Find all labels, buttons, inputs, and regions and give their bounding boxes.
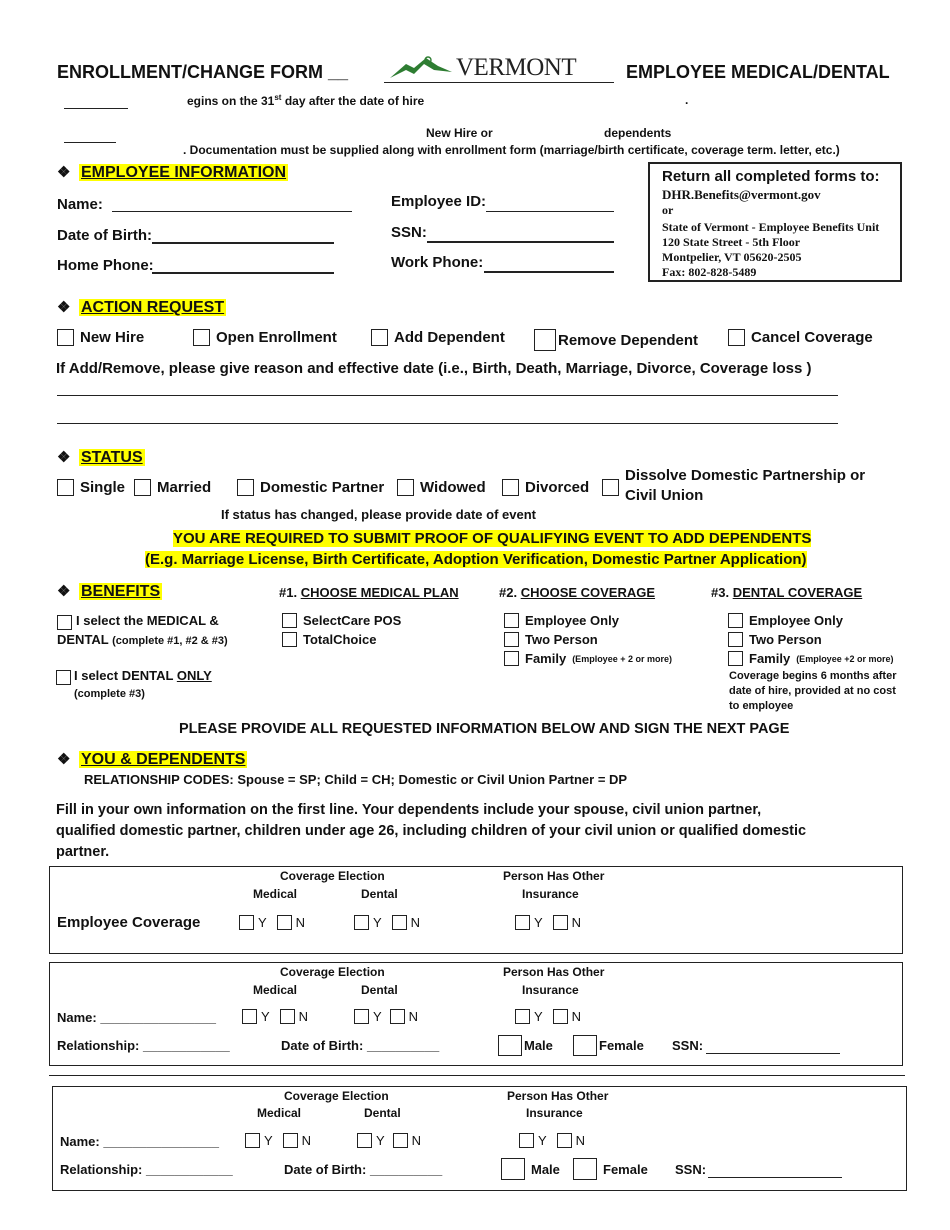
dental-coverage-header: #3. DENTAL COVERAGE	[711, 585, 863, 600]
add-dependent-checkbox[interactable]	[371, 329, 388, 346]
employee-only-option[interactable]: Employee Only	[504, 613, 619, 628]
add-dependent-option[interactable]: Add Dependent	[371, 329, 505, 346]
remove-dependent-option[interactable]: Remove Dependent	[534, 329, 698, 351]
domestic-partner-checkbox[interactable]	[237, 479, 254, 496]
dependents-note: dependents	[604, 126, 672, 140]
dependent-1-medical-yn[interactable]: Y N	[242, 1009, 308, 1024]
dep1-medical-no-checkbox[interactable]	[280, 1009, 295, 1024]
status-changed-note: If status has changed, please provide date of event	[221, 507, 536, 522]
medical-dental-checkbox[interactable]	[57, 615, 72, 630]
employee-dental-yn[interactable]: Y N	[354, 915, 420, 930]
employee-dental-yes-checkbox[interactable]	[354, 915, 369, 930]
home-phone-label: Home Phone:	[57, 257, 154, 274]
medical-col-label: Medical	[257, 1106, 302, 1120]
employee-medical-yn[interactable]: Y N	[239, 915, 305, 930]
dependent-2-female[interactable]: Female	[573, 1158, 648, 1180]
home-phone-field[interactable]	[152, 272, 334, 274]
dependent-2-relationship[interactable]: Relationship: ____________	[60, 1162, 233, 1177]
dental-employee-only-option[interactable]: Employee Only	[728, 613, 843, 628]
dental-employee-only-checkbox[interactable]	[728, 613, 743, 628]
single-checkbox[interactable]	[57, 479, 74, 496]
dissolve-label: Dissolve Domestic Partnership or Civil Union	[625, 467, 866, 504]
dependent-1-name[interactable]: Name: ________________	[57, 1010, 217, 1025]
proof-required-notice: YOU ARE REQUIRED TO SUBMIT PROOF OF QUALIFYING EVENT TO ADD DEPENDENTS	[173, 530, 812, 547]
dependent-1-relationship[interactable]: Relationship: ____________	[57, 1038, 230, 1053]
dep2-dental-no-checkbox[interactable]	[393, 1133, 408, 1148]
divorced-checkbox[interactable]	[502, 479, 519, 496]
other-insurance-label-2: Insurance	[522, 983, 579, 997]
form-subtitle: EMPLOYEE MEDICAL/DENTAL	[626, 62, 890, 82]
single-option[interactable]: Single	[57, 479, 125, 496]
medical-col-label: Medical	[253, 887, 298, 901]
family-checkbox[interactable]	[504, 651, 519, 666]
dependent-2-other-ins-yn[interactable]: Y N	[519, 1133, 585, 1148]
employee-coverage-box	[49, 866, 903, 954]
dob-field[interactable]	[152, 242, 334, 244]
new-hire-note: New Hire or	[426, 126, 493, 140]
employee-coverage-label: Employee Coverage	[57, 914, 201, 931]
dependent-1-female[interactable]: Female	[573, 1035, 644, 1056]
dep2-other-no-checkbox[interactable]	[557, 1133, 572, 1148]
coverage-header: #2. CHOOSE COVERAGE	[499, 585, 656, 600]
dental-two-person-checkbox[interactable]	[728, 632, 743, 647]
dental-family-checkbox[interactable]	[728, 651, 743, 666]
dental-coverage-note: Coverage begins 6 months after date of hire, provided at no cost to employee	[729, 670, 897, 712]
dependent-2-male[interactable]: Male	[501, 1158, 560, 1180]
work-phone-label: Work Phone:	[391, 254, 484, 271]
dependent-1-male[interactable]: Male	[498, 1035, 553, 1056]
vermont-logo	[388, 54, 576, 80]
employee-other-yes-checkbox[interactable]	[515, 915, 530, 930]
divorced-option[interactable]: Divorced	[502, 479, 589, 496]
mountain-logo-icon	[388, 54, 454, 80]
dep2-dental-yes-checkbox[interactable]	[357, 1133, 372, 1148]
documentation-note: . Documentation must be supplied along with enrollment form (marriage/birth certificate, coverage term. letter, etc.)	[183, 143, 840, 157]
dependent-1-dob[interactable]: Date of Birth: __________	[281, 1038, 440, 1053]
dependent-2-ssn-field[interactable]	[708, 1177, 842, 1178]
ssn-label: SSN:	[391, 224, 427, 241]
dependent-1-dental-yn[interactable]: Y N	[354, 1009, 418, 1024]
coverage-election-label: Coverage Election	[280, 869, 385, 883]
other-insurance-label: Person Has Other	[503, 869, 605, 883]
domestic-partner-option[interactable]: Domestic Partner	[237, 479, 384, 496]
cancel-coverage-checkbox[interactable]	[728, 329, 745, 346]
family-option[interactable]: Family (Employee + 2 or more)	[504, 651, 672, 666]
dep2-male-checkbox[interactable]	[501, 1158, 525, 1180]
dep1-dental-yes-checkbox[interactable]	[354, 1009, 369, 1024]
employee-dental-no-checkbox[interactable]	[392, 915, 407, 930]
employee-only-checkbox[interactable]	[504, 613, 519, 628]
coverage-election-label: Coverage Election	[284, 1089, 389, 1103]
totalchoice-checkbox[interactable]	[282, 632, 297, 647]
widowed-checkbox[interactable]	[397, 479, 414, 496]
other-insurance-label: Person Has Other	[503, 965, 605, 979]
employee-other-ins-yn[interactable]: Y N	[515, 915, 581, 930]
medical-dental-label: I select the MEDICAL &	[76, 613, 219, 628]
open-enrollment-option[interactable]: Open Enrollment	[193, 329, 337, 346]
dental-only-label: I select DENTAL ONLY	[74, 668, 212, 683]
widowed-option[interactable]: Widowed	[397, 479, 486, 496]
dental-only-option[interactable]	[56, 669, 71, 687]
dependent-2-dob[interactable]: Date of Birth: __________	[284, 1162, 443, 1177]
medical-plan-header: #1. CHOOSE MEDICAL PLAN	[279, 585, 459, 600]
dependent-2-dental-yn[interactable]: Y N	[357, 1133, 421, 1148]
employee-medical-yes-checkbox[interactable]	[239, 915, 254, 930]
dep2-medical-no-checkbox[interactable]	[283, 1133, 298, 1148]
two-person-option[interactable]: Two Person	[504, 632, 598, 647]
other-insurance-label: Person Has Other	[507, 1089, 609, 1103]
return-title: Return all completed forms to:	[662, 168, 880, 185]
dependent-1-ssn-field[interactable]	[706, 1053, 840, 1054]
return-org: State of Vermont - Employee Benefits Unit	[662, 220, 880, 234]
return-street: 120 State Street - 5th Floor	[662, 235, 801, 249]
blank-line	[64, 108, 128, 109]
dependent-2-name[interactable]: Name: ________________	[60, 1134, 220, 1149]
ssn-field[interactable]	[427, 241, 614, 243]
married-checkbox[interactable]	[134, 479, 151, 496]
reason-prompt: If Add/Remove, please give reason and effective date (i.e., Birth, Death, Marriage, Divorce, Coverage loss )	[56, 360, 812, 377]
dependent-2-ssn-label: SSN:	[675, 1162, 707, 1177]
cancel-coverage-option[interactable]: Cancel Coverage	[728, 329, 873, 346]
work-phone-field[interactable]	[484, 271, 614, 273]
provide-info-note: PLEASE PROVIDE ALL REQUESTED INFORMATION BELOW AND SIGN THE NEXT PAGE	[179, 721, 790, 737]
employee-other-no-checkbox[interactable]	[553, 915, 568, 930]
employee-medical-no-checkbox[interactable]	[277, 915, 292, 930]
return-email: DHR.Benefits@vermont.gov	[662, 187, 821, 202]
employee-id-label: Employee ID:	[391, 193, 487, 210]
dep2-medical-yes-checkbox[interactable]	[245, 1133, 260, 1148]
dep1-male-checkbox[interactable]	[498, 1035, 522, 1056]
employee-id-field[interactable]	[486, 211, 614, 212]
dependents-heading: ❖ YOU & DEPENDENTS	[57, 751, 246, 768]
dental-col-label: Dental	[361, 983, 398, 997]
dental-col-label: Dental	[364, 1106, 401, 1120]
open-enrollment-checkbox[interactable]	[193, 329, 210, 346]
employee-info-heading: ❖ EMPLOYEE INFORMATION	[57, 164, 287, 181]
other-insurance-label-2: Insurance	[526, 1106, 583, 1120]
relationship-codes: RELATIONSHIP CODES: Spouse = SP; Child = CH; Domestic or Civil Union Partner = DP	[84, 772, 628, 787]
dep1-female-checkbox[interactable]	[573, 1035, 597, 1056]
medical-dental-label-2: DENTAL (complete #1, #2 & #3)	[57, 632, 228, 647]
eligibility-note: egins on the 31st day after the date of hire	[187, 93, 425, 108]
dental-only-note: (complete #3)	[74, 688, 145, 700]
blank-line	[64, 142, 116, 143]
note-dot: .	[685, 93, 689, 107]
totalchoice-option[interactable]: TotalChoice	[282, 632, 376, 647]
dep2-female-checkbox[interactable]	[573, 1158, 597, 1180]
dep1-dental-no-checkbox[interactable]	[390, 1009, 405, 1024]
return-or: or	[662, 203, 674, 217]
action-request-heading: ❖ ACTION REQUEST	[57, 299, 225, 316]
separator-line	[49, 1075, 905, 1076]
form-title: ENROLLMENT/CHANGE FORM __	[57, 62, 349, 82]
dep1-other-no-checkbox[interactable]	[553, 1009, 568, 1024]
other-insurance-label-2: Insurance	[522, 887, 579, 901]
return-fax: Fax: 802-828-5489	[662, 265, 757, 279]
return-address-box	[648, 162, 902, 282]
dental-family-option[interactable]: Family (Employee +2 or more)	[728, 651, 893, 666]
dependents-instructions: Fill in your own information on the first line. Your dependents include your spouse, civil union partner, qualified domestic partner, children under age 26, including children of your civil union or qualified domestic partner.	[56, 802, 807, 860]
new-hire-option[interactable]: New Hire	[57, 329, 144, 346]
dep1-medical-yes-checkbox[interactable]	[242, 1009, 257, 1024]
dependent-2-medical-yn[interactable]: Y N	[245, 1133, 311, 1148]
medical-col-label: Medical	[253, 983, 298, 997]
dob-label: Date of Birth:	[57, 227, 152, 244]
dental-only-checkbox[interactable]	[56, 670, 71, 685]
dental-two-person-option[interactable]: Two Person	[728, 632, 822, 647]
logo-text: VERMONT	[456, 54, 577, 81]
dependent-1-ssn-label: SSN:	[672, 1038, 704, 1053]
dep2-other-yes-checkbox[interactable]	[519, 1133, 534, 1148]
status-heading: ❖ STATUS	[57, 449, 143, 466]
medical-dental-option[interactable]	[57, 614, 72, 632]
selectcare-option[interactable]: SelectCare POS	[282, 613, 401, 628]
two-person-checkbox[interactable]	[504, 632, 519, 647]
benefits-heading: ❖ BENEFITS	[57, 583, 161, 600]
name-label: Name:	[57, 196, 103, 213]
married-option[interactable]: Married	[134, 479, 211, 496]
proof-examples-notice: (E.g. Marriage License, Birth Certificate, Adoption Verification, Domestic Partner Application)	[145, 551, 807, 568]
dependent-1-other-ins-yn[interactable]: Y N	[515, 1009, 581, 1024]
dental-col-label: Dental	[361, 887, 398, 901]
reason-line-2[interactable]	[57, 423, 838, 424]
dep1-other-yes-checkbox[interactable]	[515, 1009, 530, 1024]
new-hire-checkbox[interactable]	[57, 329, 74, 346]
coverage-election-label: Coverage Election	[280, 965, 385, 979]
reason-line-1[interactable]	[57, 395, 838, 396]
dissolve-checkbox[interactable]	[602, 479, 619, 496]
selectcare-checkbox[interactable]	[282, 613, 297, 628]
dissolve-option[interactable]	[602, 479, 619, 497]
name-field[interactable]	[112, 211, 352, 212]
return-city: Montpelier, VT 05620-2505	[662, 250, 802, 264]
remove-dependent-checkbox[interactable]	[534, 329, 556, 351]
